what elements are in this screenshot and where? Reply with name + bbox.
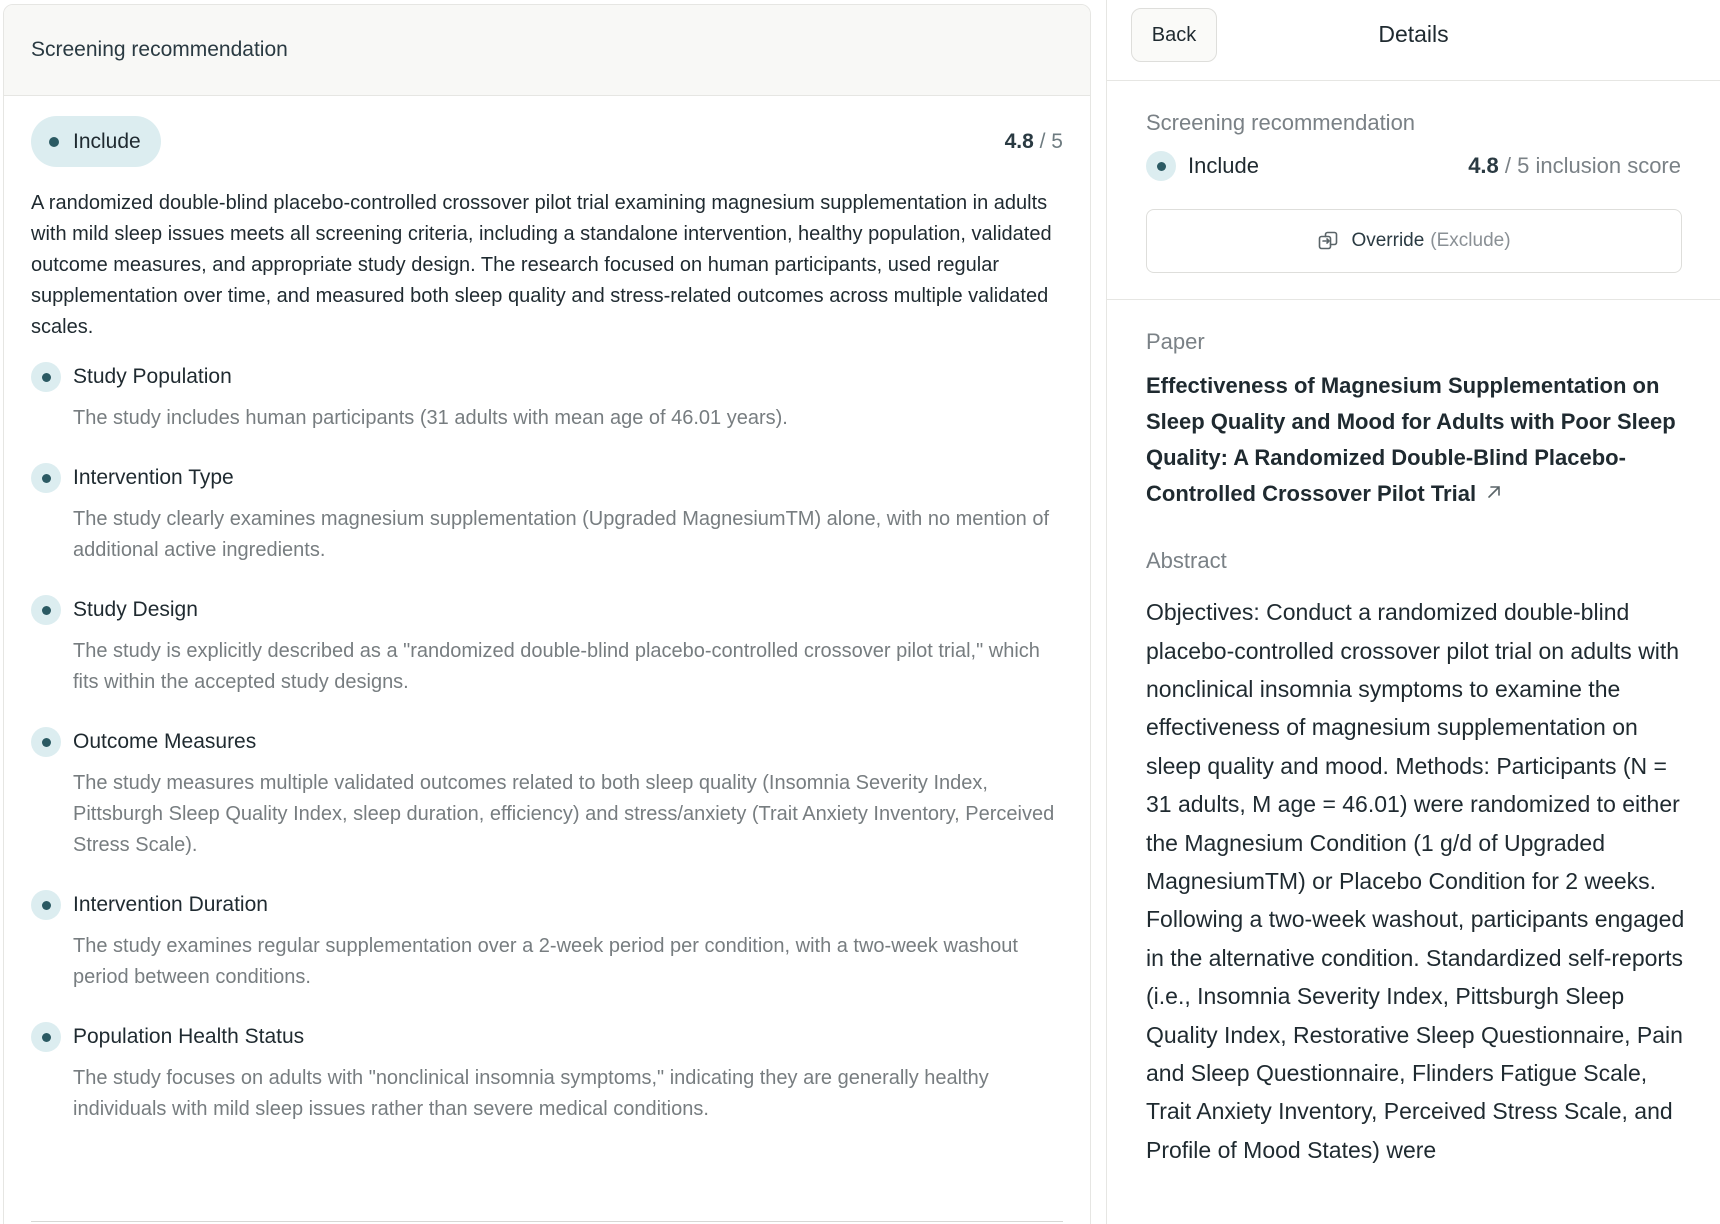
score-value: 4.8	[1004, 129, 1034, 153]
dot-icon	[1157, 162, 1166, 171]
inclusion-score	[1005, 130, 1063, 154]
criterion-population-health-status	[31, 1023, 1063, 1125]
score-max: / 5	[1039, 129, 1063, 153]
recommendation-line	[1146, 149, 1681, 183]
override-label: Override	[1351, 230, 1425, 251]
recommendation-row	[31, 116, 1063, 167]
dot-icon	[42, 474, 51, 483]
paper-section	[1107, 300, 1720, 1169]
details-panel	[1106, 0, 1720, 1224]
criterion-title: Intervention Type	[73, 466, 234, 489]
override-button[interactable]	[1146, 209, 1682, 273]
paper-label: Paper	[1146, 329, 1205, 354]
criterion-title: Intervention Duration	[73, 893, 268, 916]
criterion-bullet	[31, 890, 61, 920]
dot-icon	[42, 901, 51, 910]
dot-icon	[42, 606, 51, 615]
criterion-intervention-duration	[31, 891, 1063, 993]
details-header	[1107, 0, 1720, 81]
recommendation-section	[1107, 81, 1720, 300]
swap-icon	[1317, 230, 1339, 252]
recommendation-summary: A randomized double-blind placebo-controlled crossover pilot trial examining magnesium supplementation in adults with mild sleep issues meets all screening criteria, including a standalone intervention, healthy population, validated outcome measures, and appropriate study design. The research focused on human participants, used regular supplementation over time, and measured both sleep quality and stress-related outcomes across multiple validated scales.	[31, 192, 1052, 338]
criterion-bullet	[31, 362, 61, 392]
divider	[31, 1221, 1063, 1222]
criterion-text: The study includes human participants (31 adults with mean age of 46.01 years).	[73, 407, 788, 429]
panel-title: Screening recommendation	[31, 38, 288, 61]
criterion-bullet	[31, 463, 61, 493]
criteria-list	[31, 363, 1063, 1125]
decision	[1146, 151, 1259, 181]
criterion-bullet	[31, 727, 61, 757]
back-button[interactable]: Back	[1131, 8, 1217, 62]
screening-panel	[3, 4, 1091, 1224]
criterion-text: The study focuses on adults with "nonclinical insomnia symptoms," indicating they are generally healthy individuals with mild sleep issues rather than severe medical conditions.	[73, 1067, 989, 1120]
criterion-text: The study is explicitly described as a "randomized double-blind placebo-controlled crossover pilot trial," which fits within the accepted study designs.	[73, 640, 1040, 693]
status-bullet	[1146, 151, 1176, 181]
criterion-title: Study Design	[73, 598, 198, 621]
external-link-icon	[1484, 477, 1504, 513]
panel-header	[4, 5, 1090, 96]
details-title: Details	[1378, 21, 1449, 47]
panel-body	[4, 96, 1090, 1125]
decision-label: Include	[1188, 153, 1259, 178]
criterion-text: The study clearly examines magnesium supplementation (Upgraded MagnesiumTM) alone, with no mention of additional active ingredients.	[73, 508, 1050, 561]
paper-title-link[interactable]	[1146, 368, 1686, 513]
criterion-intervention-type	[31, 464, 1063, 566]
include-badge	[31, 116, 161, 167]
criterion-title: Population Health Status	[73, 1025, 305, 1048]
score-suffix: / 5 inclusion score	[1504, 153, 1681, 178]
dot-icon	[49, 137, 59, 147]
inclusion-score	[1468, 153, 1681, 179]
abstract-label: Abstract	[1146, 548, 1227, 574]
dot-icon	[42, 738, 51, 747]
abstract-text: Objectives: Conduct a randomized double-blind placebo-controlled crossover pilot trial on adults with nonclinical insomnia symptoms to examine the effectiveness of magnesium supplementation on sleep quality and mood. Methods: Participants (N = 31 adults, M age = 46.01) were randomized to either the Magnesium Condition (1 g/d of Upgraded MagnesiumTM) or Placebo Condition for 2 weeks. Following a two-week washout, participants engaged in the alternative condition. Standardized self-reports (i.e., Insomnia Severity Index, Pittsburgh Sleep Quality Index, Restorative Sleep Questionnaire, Pain and Sleep Questionnaire, Flinders Fatigue Scale, Trait Anxiety Inventory, Perceived Stress Scale, and Profile of Mood States) were	[1146, 599, 1685, 1163]
dot-icon	[42, 373, 51, 382]
score-value: 4.8	[1468, 153, 1499, 178]
criterion-text: The study measures multiple validated outcomes related to both sleep quality (Insomnia Severity Index, Pittsburgh Sleep Quality Index, sleep duration, efficiency) and stress/anxiety (Trait Anxiety Inventory, Perceived Stress Scale).	[73, 772, 1055, 856]
criterion-outcome-measures	[31, 728, 1063, 861]
criterion-study-design	[31, 596, 1063, 698]
criterion-bullet	[31, 595, 61, 625]
criterion-bullet	[31, 1022, 61, 1052]
criterion-study-population	[31, 363, 1063, 434]
section-label: Screening recommendation	[1146, 110, 1416, 135]
include-label: Include	[73, 129, 141, 153]
criterion-title: Study Population	[73, 365, 232, 388]
paper-title: Effectiveness of Magnesium Supplementation on Sleep Quality and Mood for Adults with Poor Sleep Quality: A Randomized Double-Blind Placebo-Controlled Crossover Pilot Trial	[1146, 373, 1676, 506]
override-hint: (Exclude)	[1430, 230, 1511, 251]
criterion-text: The study examines regular supplementation over a 2-week period per condition, with a two-week washout period between conditions.	[73, 935, 1018, 988]
criterion-title: Outcome Measures	[73, 730, 257, 753]
dot-icon	[42, 1033, 51, 1042]
